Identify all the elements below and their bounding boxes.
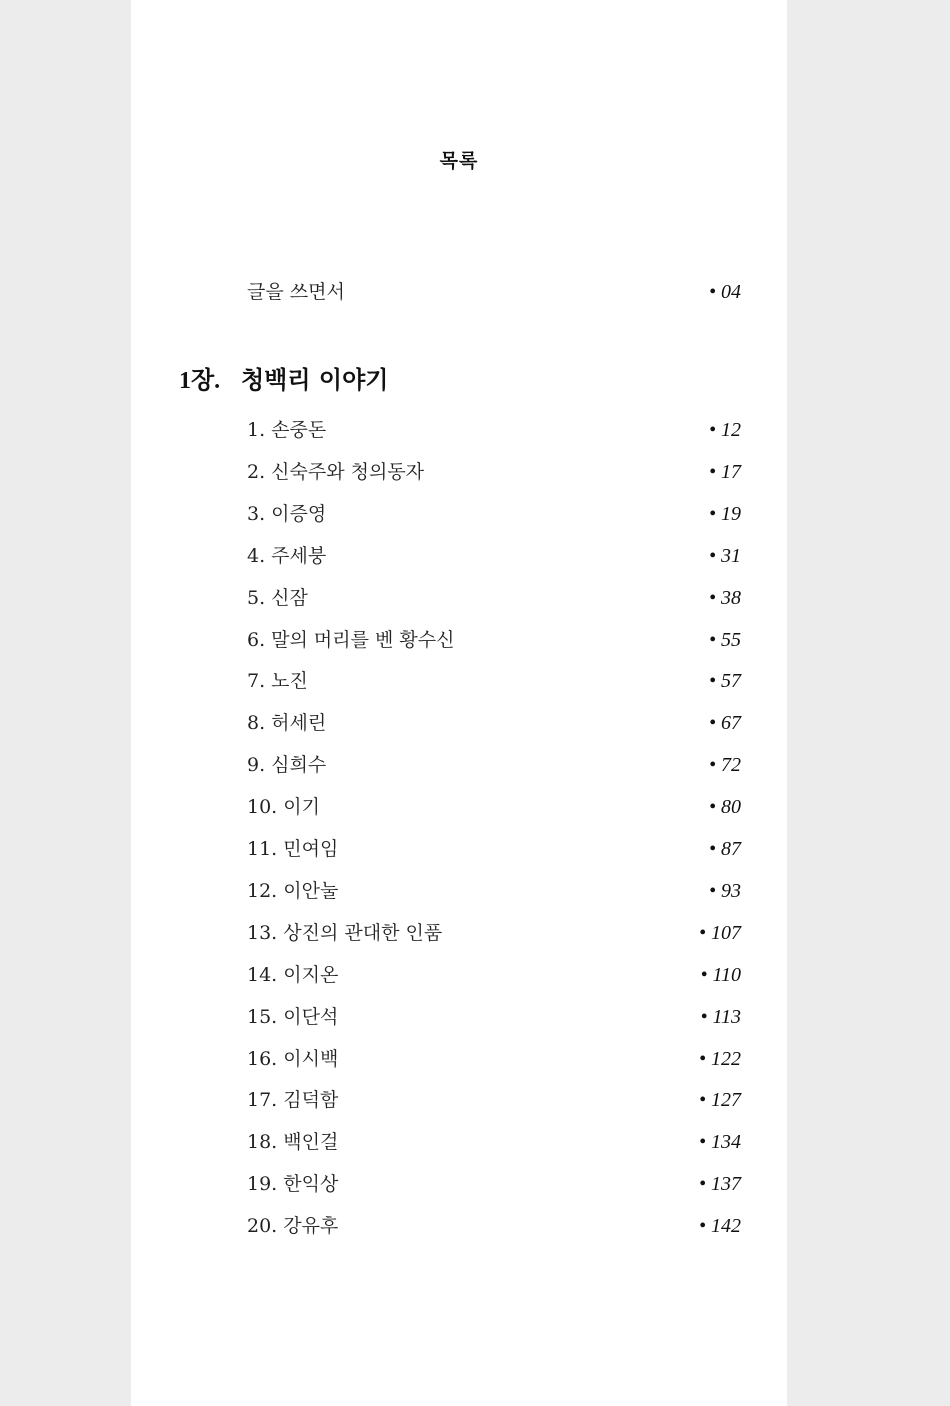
toc-entry-row	[247, 457, 741, 487]
toc-entry-page: • 122	[698, 1048, 741, 1070]
toc-entry-label: 20. 강유후	[247, 1215, 339, 1237]
toc-entry-page: • 80	[708, 796, 741, 818]
toc-entry-row	[247, 1002, 741, 1032]
toc-entry-label: 1. 손중돈	[247, 419, 327, 441]
toc-entry-row	[247, 415, 741, 445]
toc-entry-label: 5. 신잠	[247, 587, 308, 609]
toc-entry-page: • 142	[698, 1215, 741, 1237]
toc-entry-row	[247, 750, 741, 780]
toc-entry-page: • 87	[708, 838, 741, 860]
toc-entry-label: 9. 심희수	[247, 754, 327, 776]
toc-entry-label: 11. 민여임	[247, 838, 339, 860]
toc-entry-row	[247, 1211, 741, 1241]
toc-entry-row	[247, 583, 741, 613]
toc-intro-label: 글을 쓰면서	[247, 281, 345, 303]
toc-entry-row	[247, 1044, 741, 1074]
toc-intro-row	[247, 277, 741, 307]
toc-entry-label: 15. 이단석	[247, 1006, 339, 1028]
toc-entry-row	[247, 834, 741, 864]
toc-entry-row	[247, 541, 741, 571]
toc-entry-row	[247, 792, 741, 822]
toc-entry-page: • 137	[698, 1173, 741, 1195]
toc-entry-page: • 31	[708, 545, 741, 567]
toc-entry-page: • 134	[698, 1131, 741, 1153]
toc-entry-label: 2. 신숙주와 청의동자	[247, 461, 425, 483]
toc-title: 목록	[439, 150, 479, 172]
toc-entry-page: • 67	[708, 712, 741, 734]
toc-entry-label: 4. 주세붕	[247, 545, 327, 567]
toc-entry-label: 3. 이증영	[247, 503, 327, 525]
toc-entry-page: • 107	[698, 922, 741, 944]
toc-entry-row	[247, 918, 741, 948]
toc-entry-page: • 38	[708, 587, 741, 609]
toc-entry-label: 6. 말의 머리를 벤 황수신	[247, 629, 455, 651]
toc-entry-label: 12. 이안눌	[247, 880, 339, 902]
toc-entry-label: 18. 백인걸	[247, 1131, 339, 1153]
toc-entry-page: • 55	[708, 629, 741, 651]
toc-entry-row	[247, 1169, 741, 1199]
toc-entry-page: • 110	[700, 964, 741, 986]
toc-entry-row	[247, 1127, 741, 1157]
toc-entry-label: 13. 상진의 관대한 인품	[247, 922, 443, 944]
toc-entry-row	[247, 666, 741, 696]
toc-entry-page: • 17	[708, 461, 741, 483]
toc-entry-page: • 57	[708, 670, 741, 692]
chapter-title: 청백리 이야기	[241, 365, 389, 394]
toc-entry-page: • 127	[698, 1089, 741, 1111]
chapter-number: 1장.	[179, 368, 221, 394]
toc-entry-label: 8. 허세린	[247, 712, 327, 734]
toc-entry-page: • 72	[708, 754, 741, 776]
toc-entry-label: 16. 이시백	[247, 1048, 339, 1070]
toc-entry-page: • 19	[708, 503, 741, 525]
toc-entry-row	[247, 1085, 741, 1115]
toc-entry-page: • 93	[708, 880, 741, 902]
book-page	[131, 0, 787, 1406]
toc-entry-row	[247, 708, 741, 738]
toc-entry-page: • 113	[700, 1006, 741, 1028]
toc-entry-row	[247, 625, 741, 655]
toc-entry-row	[247, 499, 741, 529]
toc-entry-row	[247, 960, 741, 990]
toc-entry-page: • 12	[708, 419, 741, 441]
toc-entry-label: 19. 한익상	[247, 1173, 339, 1195]
toc-intro-page: • 04	[708, 281, 741, 303]
toc-entry-row	[247, 876, 741, 906]
chapter-heading	[179, 362, 388, 398]
toc-entry-label: 10. 이기	[247, 796, 320, 818]
toc-entry-label: 17. 김덕함	[247, 1089, 339, 1111]
toc-entry-label: 14. 이지온	[247, 964, 339, 986]
toc-entry-label: 7. 노진	[247, 670, 308, 692]
